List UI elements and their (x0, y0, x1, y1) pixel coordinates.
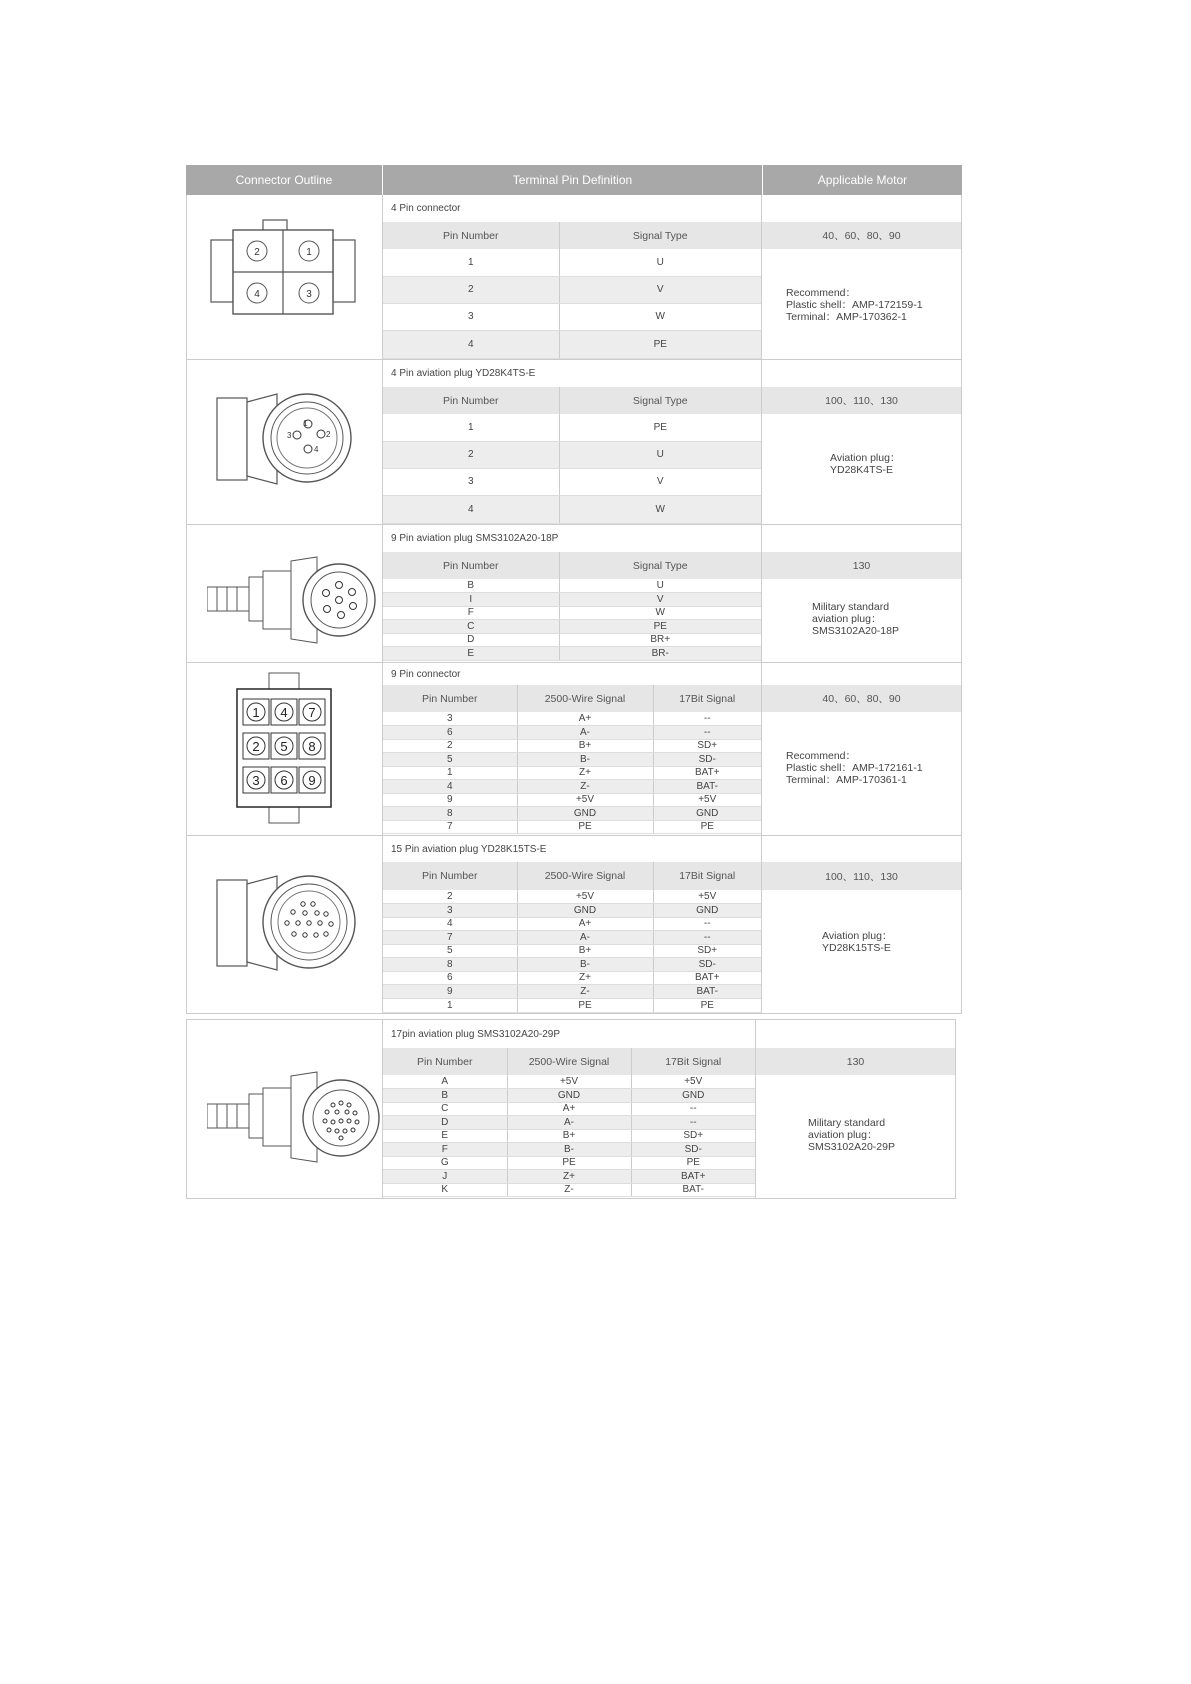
pin-cell: 1 (383, 766, 517, 779)
note-line: Military standard (812, 601, 890, 613)
connector-caption: 9 Pin connector (391, 668, 461, 680)
table-row (383, 1088, 755, 1102)
col-17bit-signal: 17Bit Signal (653, 862, 761, 890)
motor-category: 100、110、130 (762, 862, 961, 890)
table-row (383, 1102, 755, 1115)
col-17bit-signal: 17Bit Signal (631, 1048, 755, 1075)
connector-caption: 4 Pin aviation plug YD28K4TS-E (391, 368, 536, 379)
table-row (383, 592, 761, 606)
pin-label: 3 (252, 773, 260, 788)
pin-definition-cell (383, 360, 762, 524)
section-17-pin-aviation-plug (186, 1019, 956, 1199)
motor-note (762, 414, 961, 476)
table-row (383, 1129, 755, 1142)
table-row (383, 998, 761, 1012)
signal-cell: A+ (517, 712, 653, 725)
motor-category: 40、60、80、90 (762, 685, 961, 712)
pin-label: 1 (252, 705, 260, 720)
pin-definition-cell (383, 836, 762, 1013)
header-terminal-pin-definition: Terminal Pin Definition (383, 165, 763, 195)
signal-cell: GND (507, 1088, 631, 1102)
pin-label: 2 (254, 247, 260, 258)
col-17bit-signal: 17Bit Signal (653, 685, 761, 712)
pin-cell: 3 (383, 303, 559, 330)
pin-cell: 6 (383, 971, 517, 984)
pin-table (383, 552, 761, 661)
table-row (383, 249, 761, 276)
signal-cell: PE (559, 619, 761, 633)
signal-cell: BR+ (559, 633, 761, 646)
applicable-motor-cell (762, 836, 961, 1013)
signal-cell: BR- (559, 646, 761, 660)
table-row (383, 712, 761, 725)
signal-cell: SD+ (653, 944, 761, 957)
note-line: Aviation plug： (822, 930, 893, 942)
connector-outline-cell (187, 525, 383, 662)
section-9-pin-connector (186, 663, 962, 836)
signal-cell: BAT- (653, 984, 761, 998)
signal-cell: W (559, 303, 761, 330)
four-pin-connector-drawing (207, 210, 357, 340)
table-row (383, 779, 761, 793)
signal-cell: PE (507, 1156, 631, 1169)
pin-table (383, 685, 761, 834)
motor-note (762, 579, 961, 637)
motor-category: 100、110、130 (762, 387, 961, 414)
pin-cell: I (383, 592, 559, 606)
col-signal-type: Signal Type (559, 552, 761, 579)
note-line: YD28K4TS-E (830, 464, 894, 476)
signal-cell: U (559, 441, 761, 468)
pin-label: 2 (252, 739, 260, 754)
aviation-plug-9-drawing (207, 543, 382, 653)
signal-cell: PE (559, 330, 761, 358)
pin-cell: 2 (383, 890, 517, 903)
pin-cell: 4 (383, 917, 517, 930)
signal-cell: PE (653, 998, 761, 1012)
signal-cell: +5V (653, 793, 761, 806)
signal-cell: PE (517, 998, 653, 1012)
pin-cell: 8 (383, 957, 517, 971)
pin-cell: A (383, 1075, 507, 1088)
pin-label: 3 (287, 431, 292, 440)
table-row (383, 903, 761, 917)
col-signal-type: Signal Type (559, 222, 761, 249)
note-line: aviation plug： (808, 1129, 878, 1141)
pin-definition-cell (383, 663, 762, 835)
pin-label: 8 (308, 739, 316, 754)
signal-cell: SD+ (653, 739, 761, 752)
note-line: SMS3102A20-29P (808, 1141, 895, 1153)
table-row (383, 330, 761, 358)
motor-note (756, 1075, 955, 1153)
signal-cell: -- (653, 917, 761, 930)
pin-cell: 7 (383, 930, 517, 944)
signal-cell: BAT+ (631, 1169, 755, 1183)
pin-label: 1 (306, 247, 312, 258)
motor-note (762, 890, 961, 954)
signal-cell: PE (559, 414, 761, 441)
table-row (383, 441, 761, 468)
signal-cell: PE (631, 1156, 755, 1169)
pin-definition-cell (383, 525, 762, 662)
signal-cell: Z+ (517, 766, 653, 779)
motor-note (762, 712, 961, 786)
note-line: Plastic shell：AMP-172159-1 (786, 299, 923, 311)
pin-cell: C (383, 1102, 507, 1115)
motor-note (762, 249, 961, 323)
col-pin-number: Pin Number (383, 552, 559, 579)
connector-outline-cell (187, 360, 383, 524)
pin-table (383, 387, 761, 524)
connector-outline-cell (187, 663, 383, 835)
signal-cell: +5V (507, 1075, 631, 1088)
table-head-row (383, 862, 761, 890)
signal-cell: -- (653, 930, 761, 944)
signal-cell: +5V (517, 890, 653, 903)
pin-label: 5 (280, 739, 288, 754)
header-connector-outline: Connector Outline (186, 165, 383, 195)
signal-cell: B+ (517, 944, 653, 957)
table-row (383, 984, 761, 998)
section-9-pin-aviation-plug (186, 525, 962, 663)
signal-cell: BAT+ (653, 971, 761, 984)
pin-table (383, 222, 761, 359)
signal-cell: +5V (653, 890, 761, 903)
signal-cell: -- (653, 712, 761, 725)
signal-cell: A+ (517, 917, 653, 930)
connector-caption: 9 Pin aviation plug SMS3102A20-18P (391, 533, 559, 544)
signal-cell: U (559, 579, 761, 592)
table-row (383, 739, 761, 752)
signal-cell: GND (631, 1088, 755, 1102)
signal-cell: A- (517, 930, 653, 944)
motor-category: 40、60、80、90 (762, 222, 961, 249)
pin-cell: D (383, 633, 559, 646)
table-head-row (383, 552, 761, 579)
pin-cell: 4 (383, 779, 517, 793)
table-row (383, 917, 761, 930)
signal-cell: A- (517, 725, 653, 739)
table-row (383, 793, 761, 806)
pin-cell: 2 (383, 441, 559, 468)
pin-definition-cell (383, 195, 762, 359)
signal-cell: B- (507, 1142, 631, 1156)
signal-cell: A- (507, 1115, 631, 1129)
signal-cell: B+ (507, 1129, 631, 1142)
signal-cell: W (559, 495, 761, 523)
table-head-row (383, 222, 761, 249)
signal-cell: GND (517, 806, 653, 820)
applicable-motor-cell (762, 195, 961, 359)
pin-label: 9 (308, 773, 316, 788)
table-row (383, 1142, 755, 1156)
signal-cell: +5V (517, 793, 653, 806)
pin-definition-cell (383, 1020, 756, 1198)
signal-cell: PE (653, 820, 761, 833)
table-row (383, 606, 761, 619)
aviation-plug-17-drawing (207, 1070, 382, 1180)
pin-cell: F (383, 1142, 507, 1156)
note-line: Military standard (808, 1117, 886, 1129)
signal-cell: Z+ (517, 971, 653, 984)
signal-cell: BAT+ (653, 766, 761, 779)
pin-cell: 5 (383, 752, 517, 766)
signal-cell: BAT- (631, 1183, 755, 1196)
applicable-motor-cell (762, 360, 961, 524)
signal-cell: PE (517, 820, 653, 833)
signal-cell: A+ (507, 1102, 631, 1115)
table-row (383, 725, 761, 739)
applicable-motor-cell (762, 525, 961, 662)
pin-label: 2 (326, 430, 331, 439)
signal-cell: GND (517, 903, 653, 917)
note-line: Plastic shell：AMP-172161-1 (786, 762, 923, 774)
signal-cell: Z- (517, 984, 653, 998)
table-row (383, 766, 761, 779)
note-line: Terminal：AMP-170362-1 (786, 311, 907, 323)
pin-cell: B (383, 579, 559, 592)
col-2500-wire-signal: 2500-Wire Signal (507, 1048, 631, 1075)
col-pin-number: Pin Number (383, 1048, 507, 1075)
pin-cell: E (383, 646, 559, 660)
table-row (383, 414, 761, 441)
col-pin-number: Pin Number (383, 387, 559, 414)
table-row (383, 579, 761, 592)
pin-cell: 3 (383, 468, 559, 495)
table-row (383, 303, 761, 330)
pin-label: 4 (314, 445, 319, 454)
pin-table (383, 1048, 755, 1197)
pin-cell: J (383, 1169, 507, 1183)
aviation-plug-4-drawing (207, 380, 357, 500)
motor-category: 130 (756, 1048, 955, 1075)
signal-cell: -- (653, 725, 761, 739)
pin-cell: F (383, 606, 559, 619)
table-row (383, 468, 761, 495)
table-row (383, 957, 761, 971)
pin-cell: 6 (383, 725, 517, 739)
note-line: SMS3102A20-18P (812, 625, 899, 637)
note-line: YD28K15TS-E (822, 942, 891, 954)
pin-cell: 9 (383, 984, 517, 998)
table-head-row (383, 685, 761, 712)
pin-label: 1 (303, 419, 308, 428)
pin-definition-document (186, 165, 962, 1199)
note-line: Recommend： (786, 750, 857, 762)
table-row (383, 806, 761, 820)
section-4-pin-connector (186, 195, 962, 360)
pin-label: 3 (306, 289, 312, 300)
table-row (383, 633, 761, 646)
signal-cell: V (559, 468, 761, 495)
signal-cell: BAT- (653, 779, 761, 793)
pin-table (383, 862, 761, 1013)
pin-cell: E (383, 1129, 507, 1142)
connector-outline-cell (187, 195, 383, 359)
signal-cell: SD- (653, 957, 761, 971)
aviation-plug-15-drawing (207, 862, 357, 992)
pin-cell: 1 (383, 998, 517, 1012)
pin-cell: K (383, 1183, 507, 1196)
table-row (383, 1075, 755, 1088)
signal-cell: B- (517, 957, 653, 971)
connector-caption: 15 Pin aviation plug YD28K15TS-E (391, 843, 547, 855)
signal-cell: Z+ (507, 1169, 631, 1183)
pin-cell: 7 (383, 820, 517, 833)
signal-cell: W (559, 606, 761, 619)
table-row (383, 1169, 755, 1183)
col-pin-number: Pin Number (383, 685, 517, 712)
note-line: Recommend： (786, 287, 857, 299)
note-line: Aviation plug： (830, 452, 901, 464)
signal-cell: SD- (653, 752, 761, 766)
section-4-pin-aviation-plug (186, 360, 962, 525)
signal-cell: B+ (517, 739, 653, 752)
table-header (186, 165, 962, 195)
pin-cell: 2 (383, 739, 517, 752)
signal-cell: U (559, 249, 761, 276)
table-row (383, 930, 761, 944)
signal-cell: SD+ (631, 1129, 755, 1142)
pin-cell: 4 (383, 495, 559, 523)
pin-cell: 1 (383, 414, 559, 441)
pin-label: 6 (280, 773, 288, 788)
pin-cell: 2 (383, 276, 559, 303)
table-row (383, 890, 761, 903)
signal-cell: SD- (631, 1142, 755, 1156)
signal-cell: Z- (517, 779, 653, 793)
table-row (383, 276, 761, 303)
pin-cell: 3 (383, 903, 517, 917)
nine-pin-connector-drawing (207, 671, 357, 827)
connector-caption: 4 Pin connector (391, 203, 461, 214)
table-row (383, 646, 761, 660)
col-2500-wire-signal: 2500-Wire Signal (517, 862, 653, 890)
col-signal-type: Signal Type (559, 387, 761, 414)
pin-cell: D (383, 1115, 507, 1129)
table-row (383, 971, 761, 984)
table-head-row (383, 387, 761, 414)
pin-cell: 1 (383, 249, 559, 276)
col-2500-wire-signal: 2500-Wire Signal (517, 685, 653, 712)
pin-cell: 4 (383, 330, 559, 358)
pin-label: 7 (308, 705, 316, 720)
signal-cell: GND (653, 806, 761, 820)
note-line: aviation plug： (812, 613, 882, 625)
applicable-motor-cell (756, 1020, 955, 1198)
signal-cell: GND (653, 903, 761, 917)
table-row (383, 944, 761, 957)
connector-outline-cell (187, 836, 383, 1013)
connector-caption: 17pin aviation plug SMS3102A20-29P (391, 1028, 561, 1040)
table-row (383, 1183, 755, 1196)
signal-cell: V (559, 592, 761, 606)
section-15-pin-aviation-plug (186, 836, 962, 1014)
pin-cell: 9 (383, 793, 517, 806)
signal-cell: B- (517, 752, 653, 766)
table-row (383, 752, 761, 766)
header-applicable-motor: Applicable Motor (817, 173, 908, 187)
motor-category: 130 (762, 552, 961, 579)
pin-cell: B (383, 1088, 507, 1102)
signal-cell: -- (631, 1115, 755, 1129)
signal-cell: V (559, 276, 761, 303)
table-row (383, 820, 761, 833)
applicable-motor-cell (762, 663, 961, 835)
table-row (383, 1115, 755, 1129)
pin-cell: C (383, 619, 559, 633)
signal-cell: -- (631, 1102, 755, 1115)
table-row (383, 1156, 755, 1169)
table-row (383, 619, 761, 633)
pin-cell: 8 (383, 806, 517, 820)
pin-cell: 5 (383, 944, 517, 957)
signal-cell: +5V (631, 1075, 755, 1088)
col-pin-number: Pin Number (383, 222, 559, 249)
note-line: Terminal：AMP-170361-1 (786, 774, 907, 786)
table-row (383, 495, 761, 523)
connector-outline-cell (187, 1020, 383, 1198)
pin-label: 4 (254, 289, 260, 300)
table-head-row (383, 1048, 755, 1075)
signal-cell: Z- (507, 1183, 631, 1196)
col-pin-number: Pin Number (383, 862, 517, 890)
pin-label: 4 (280, 705, 288, 720)
pin-cell: 3 (383, 712, 517, 725)
pin-cell: G (383, 1156, 507, 1169)
